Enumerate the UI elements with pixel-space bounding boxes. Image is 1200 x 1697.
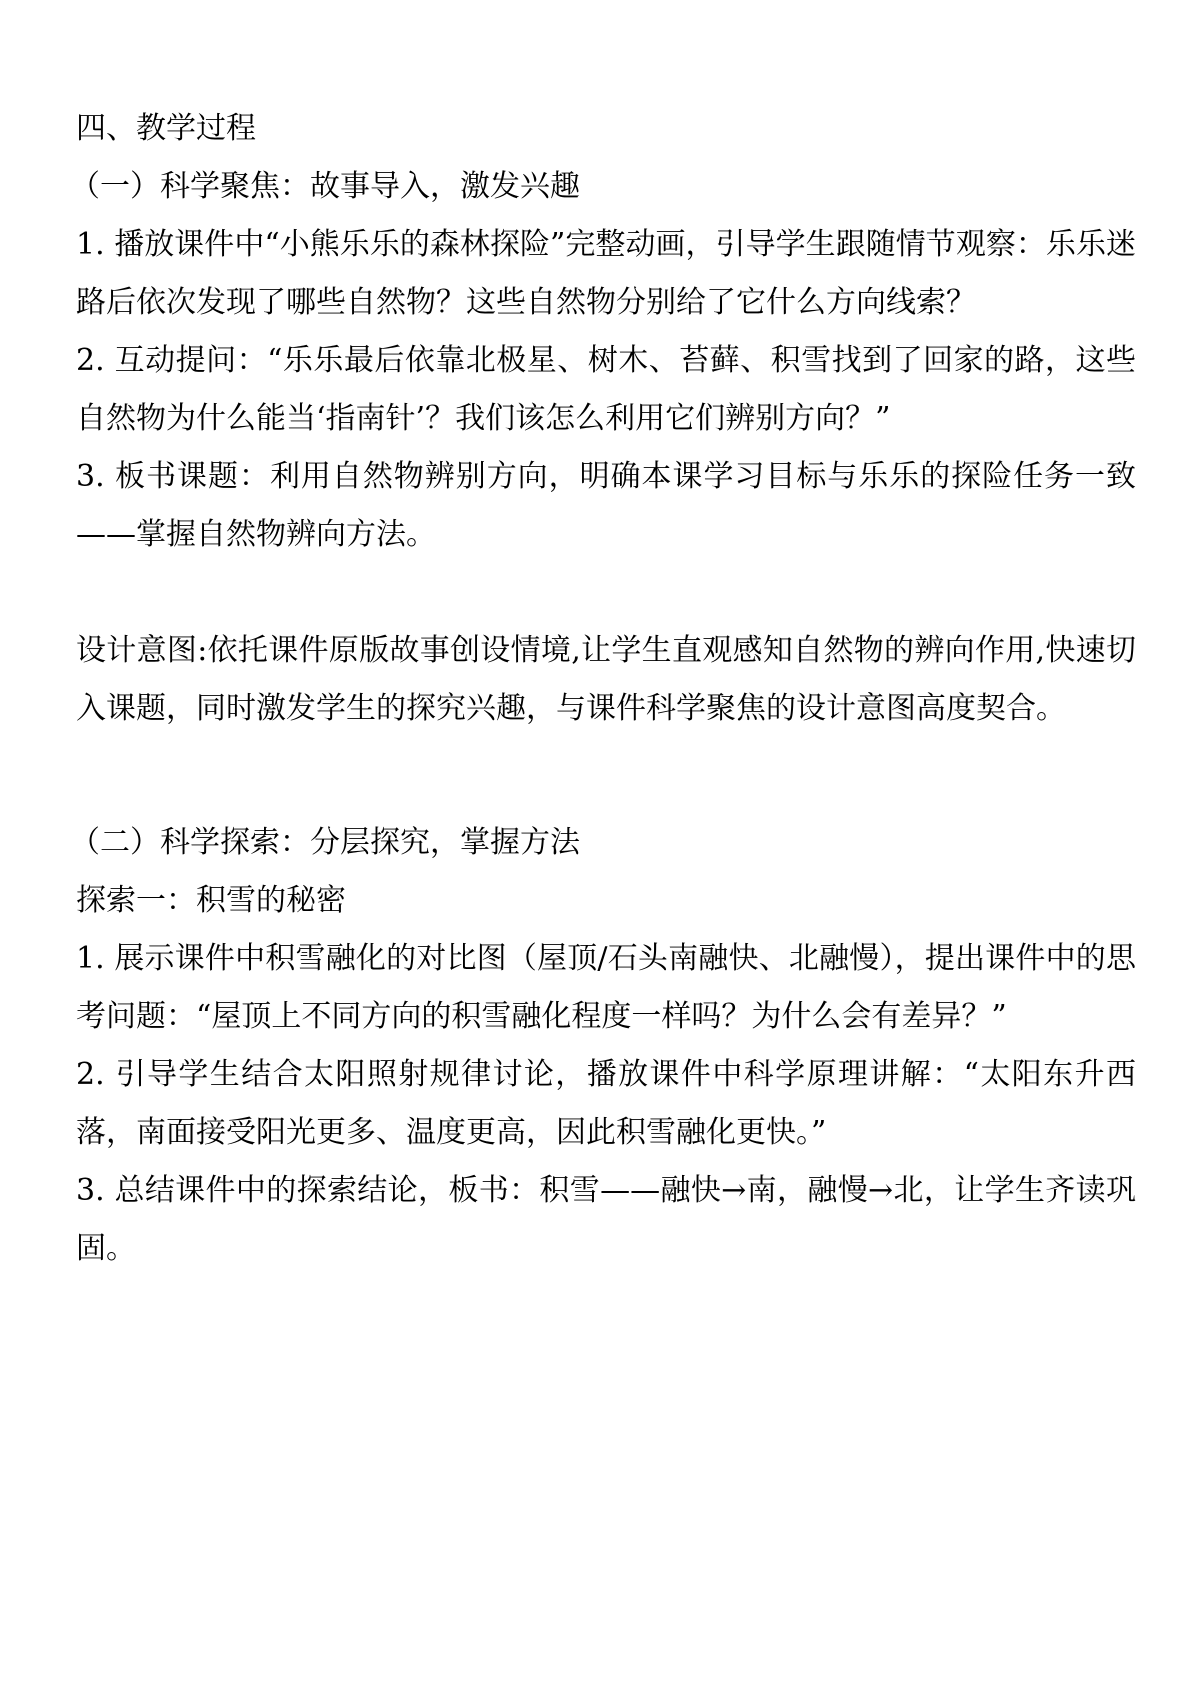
part1-heading: （一）科学聚焦：故事导入，激发兴趣	[70, 169, 580, 204]
part2-heading: （二）科学探索：分层探究，掌握方法	[70, 825, 580, 860]
document-page	[70, 100, 1136, 1278]
spacer	[76, 564, 1136, 622]
part1-item-1: 1. 播放课件中“小熊乐乐的森林探险”完整动画，引导学生跟随情节观察：乐乐迷路后依次发现了哪些自然物？这些自然物分别给了它什么方向线索？	[76, 227, 1136, 320]
part2-subheading: 探索一：积雪的秘密	[76, 883, 346, 918]
part1-item-2: 2. 互动提问：“乐乐最后依靠北极星、树木、苔藓、积雪找到了回家的路，这些自然物为什么能当‘指南针’？我们该怎么利用它们辨别方向？”	[76, 343, 1136, 436]
spacer	[76, 738, 1136, 814]
part2-item-3: 3. 总结课件中的探索结论，板书：积雪——融快→南，融慢→北，让学生齐读巩固。	[76, 1173, 1136, 1266]
part1-item-3: 3. 板书课题：利用自然物辨别方向，明确本课学习目标与乐乐的探险任务一致——掌握自然物辨向方法。	[76, 459, 1136, 552]
part1-design-intent: 设计意图:依托课件原版故事创设情境,让学生直观感知自然物的辨向作用,快速切入课题，同时激发学生的探究兴趣，与课件科学聚焦的设计意图高度契合。	[76, 633, 1136, 726]
part2-item-1: 1. 展示课件中积雪融化的对比图（屋顶/石头南融快、北融慢），提出课件中的思考问题：“屋顶上不同方向的积雪融化程度一样吗？为什么会有差异？”	[76, 941, 1136, 1034]
part2-item-2: 2. 引导学生结合太阳照射规律讨论，播放课件中科学原理讲解：“太阳东升西落，南面接受阳光更多、温度更高，因此积雪融化更快。”	[76, 1057, 1136, 1150]
section-title: 四、教学过程	[76, 111, 256, 146]
